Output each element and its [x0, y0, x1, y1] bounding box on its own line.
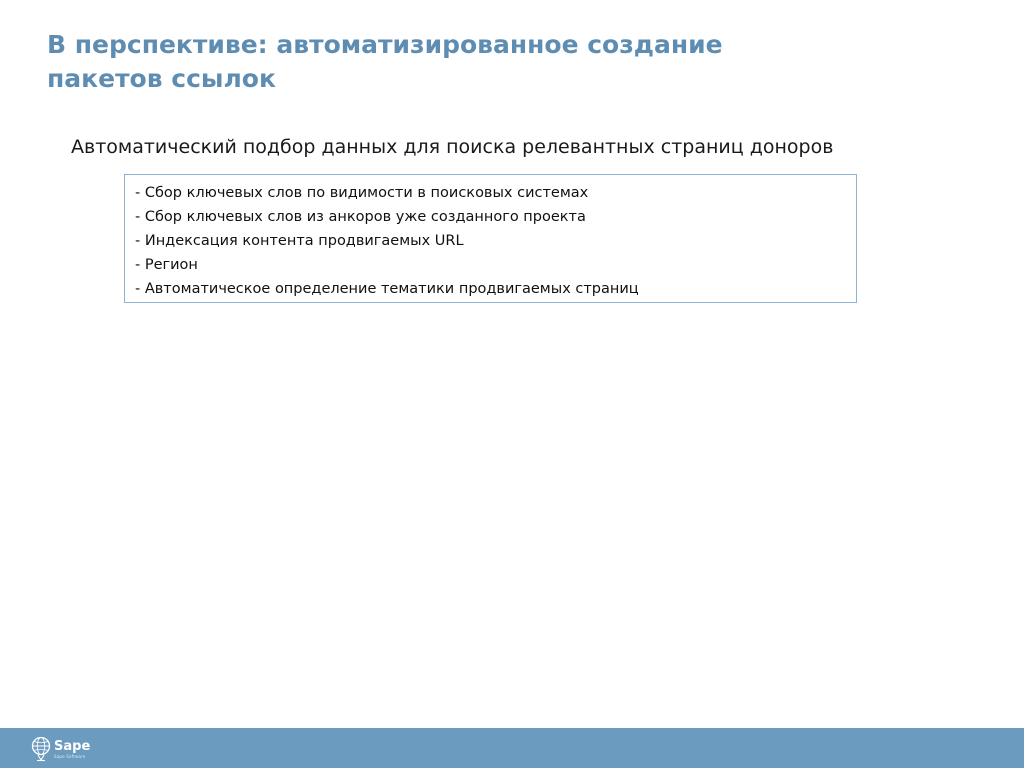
bullet-item: - Автоматическое определение тематики продвигаемых страниц [135, 281, 639, 297]
logo-text [54, 740, 90, 759]
bullet-item: - Регион [135, 257, 198, 273]
globe-icon [30, 735, 52, 763]
bullet-item: - Индексация контента продвигаемых URL [135, 233, 464, 249]
bullet-item: - Сбор ключевых слов из анкоров уже созданного проекта [135, 209, 586, 225]
logo-name: Sape [54, 738, 91, 754]
footer-bar [0, 728, 1024, 768]
slide-subtitle: Автоматический подбор данных для поиска релевантных страниц доноров [71, 136, 834, 158]
logo-tagline: Sape Software [54, 753, 86, 759]
bullet-item: - Сбор ключевых слов по видимости в поисковых системах [135, 185, 589, 201]
slide-title [47, 28, 947, 96]
sape-logo [30, 734, 90, 764]
bullet-list-box [124, 174, 857, 303]
slide-title-line-2: пакетов ссылок [47, 64, 276, 93]
slide-title-line-1: В перспективе: автоматизированное создание [47, 30, 723, 59]
